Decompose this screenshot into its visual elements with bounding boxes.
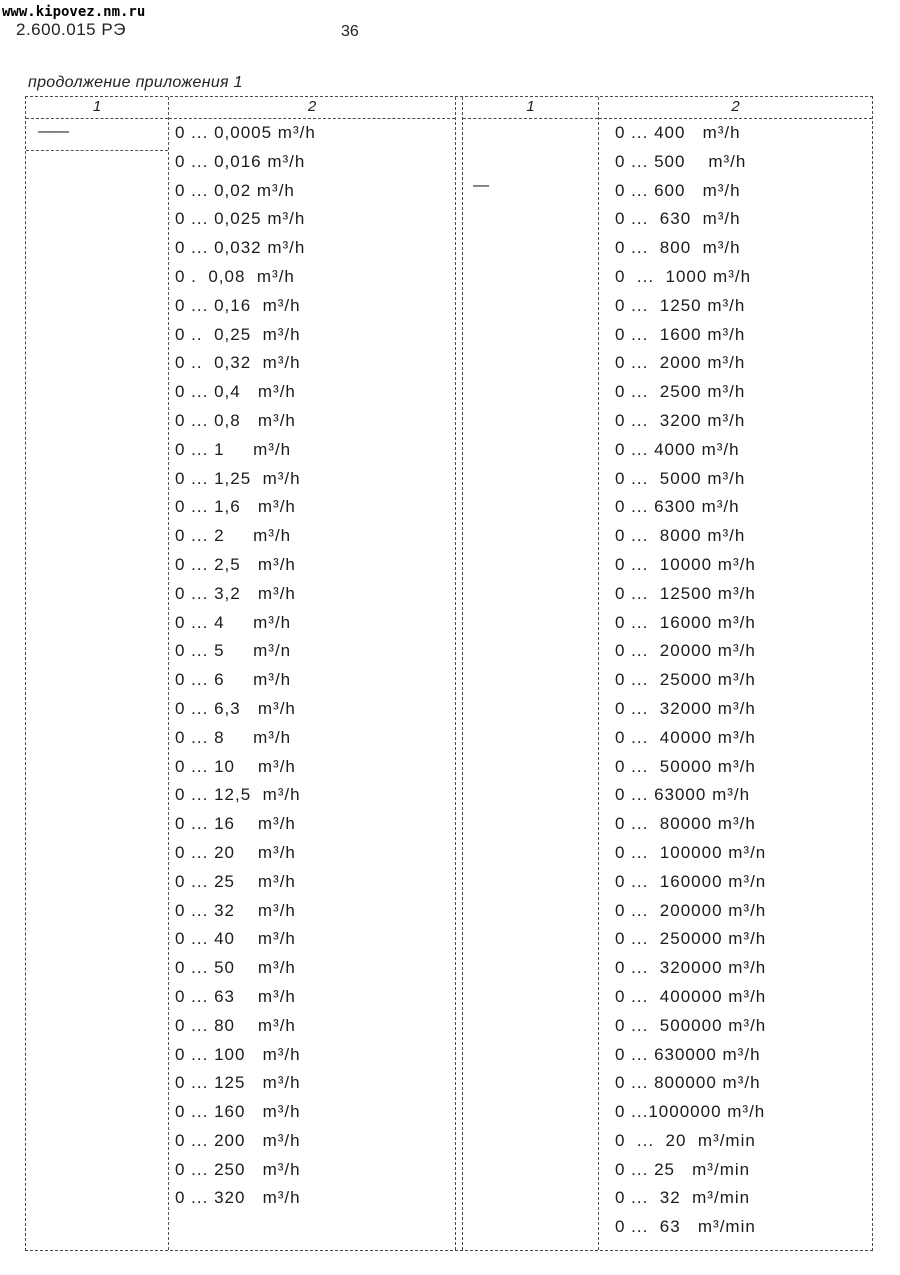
left-ranges-list [169, 119, 455, 1213]
page-number: 36 [341, 23, 359, 40]
range-row: 0 ... 320000 m³/h [615, 958, 767, 978]
range-row: 0 ... 3,2 m³/h [175, 583, 296, 603]
range-row: 0 ... 63 m³/min [615, 1217, 756, 1237]
range-row: 0 ... 100000 m³/n [615, 842, 767, 862]
left-column-1 [26, 97, 169, 1250]
range-row: 0 ... 3200 m³/h [615, 410, 746, 430]
row-separator-line [26, 150, 168, 151]
range-row: 0 ... 500 m³/h [615, 151, 747, 171]
table-right-half [462, 97, 872, 1250]
range-row: 0 ... 630000 m³/h [615, 1044, 761, 1064]
right-column-1-header: 1 [463, 97, 598, 119]
range-row: 0 ... 250000 m³/h [615, 929, 767, 949]
range-row: 0 ... 400000 m³/h [615, 986, 767, 1006]
range-row: 0 ... 5 m³/n [175, 641, 292, 661]
range-row: 0 ... 12,5 m³/h [175, 785, 301, 805]
range-row: 0 ... 1,25 m³/h [175, 468, 301, 488]
range-row: 0 ... 50000 m³/h [615, 756, 756, 776]
range-row: 0 ... 16 m³/h [175, 814, 296, 834]
range-row: 0 ... 800000 m³/h [615, 1073, 761, 1093]
document-code: 2.600.015 РЭ [16, 20, 126, 39]
range-row: 0 ... 2000 m³/h [615, 353, 746, 373]
right-column-1 [463, 97, 599, 1250]
continuation-dash: —— [38, 123, 68, 140]
range-row: 0 ... 200 m³/h [175, 1130, 301, 1150]
range-row: 0 ... 12500 m³/h [615, 583, 756, 603]
range-row: 0 ... 6 m³/h [175, 670, 292, 690]
ranges-table [25, 96, 873, 1251]
range-row: 0 ... 1,6 m³/h [175, 497, 296, 517]
range-row: 0 ... 20000 m³/h [615, 641, 756, 661]
range-row: 0 ... 0,016 m³/h [175, 151, 306, 171]
range-row: 0 ... 20 m³/min [615, 1130, 756, 1150]
range-row: 0 ... 4 m³/h [175, 612, 292, 632]
range-row: 0 ... 80000 m³/h [615, 814, 756, 834]
range-row: 0 ... 63 m³/h [175, 986, 296, 1006]
range-row: 0 ... 0,02 m³/h [175, 180, 295, 200]
range-row: 0 ... 1000 m³/h [615, 266, 752, 286]
range-row: 0 .. 0,32 m³/h [175, 353, 301, 373]
range-row: 0 ... 630 m³/h [615, 209, 741, 229]
range-row: 0 ... 0,0005 m³/h [175, 123, 316, 142]
right-column-2 [599, 97, 872, 1250]
range-row: 0 ...1000000 m³/h [615, 1102, 766, 1122]
range-row: 0 ... 500000 m³/h [615, 1015, 767, 1035]
range-row: 0 ... 25000 m³/h [615, 670, 756, 690]
range-row: 0 ... 400 m³/h [615, 123, 741, 142]
range-row: 0 ... 50 m³/h [175, 958, 296, 978]
range-row: 0 ... 2500 m³/h [615, 382, 746, 402]
range-row: 0 ... 32 m³/min [615, 1188, 751, 1208]
range-row: 0 ... 250 m³/h [175, 1159, 301, 1179]
range-row: 0 ... 6,3 m³/h [175, 698, 296, 718]
range-row: 0 ... 0,16 m³/h [175, 295, 301, 315]
range-row: 0 ... 25 m³/h [175, 871, 296, 891]
table-left-half [26, 97, 456, 1250]
range-row: 0 ... 40 m³/h [175, 929, 296, 949]
range-row: 0 ... 5000 m³/h [615, 468, 746, 488]
range-row: 0 ... 8000 m³/h [615, 526, 746, 546]
range-row: 0 ... 10 m³/h [175, 756, 296, 776]
range-row: 0 ... 40000 m³/h [615, 727, 756, 747]
range-row: 0 ... 10000 m³/h [615, 554, 756, 574]
range-row: 0 ... 2,5 m³/h [175, 554, 296, 574]
range-row: 0 ... 0,025 m³/h [175, 209, 306, 229]
range-row: 0 ... 320 m³/h [175, 1188, 301, 1208]
range-row: 0 ... 0,032 m³/h [175, 238, 306, 258]
left-column-2 [169, 97, 455, 1250]
range-row: 0 ... 32000 m³/h [615, 698, 756, 718]
left-column-1-header: 1 [26, 97, 168, 119]
range-row: 0 ... 20 m³/h [175, 842, 296, 862]
range-row: 0 ... 600 m³/h [615, 180, 741, 200]
continuation-dash: — [473, 177, 488, 194]
range-row: 0 ... 1 m³/h [175, 439, 292, 459]
range-row: 0 ... 1600 m³/h [615, 324, 746, 344]
range-row: 0 ... 1250 m³/h [615, 295, 746, 315]
range-row: 0 ... 6300 m³/h [615, 497, 740, 517]
range-row: 0 .. 0,25 m³/h [175, 324, 301, 344]
range-row: 0 ... 16000 m³/h [615, 612, 756, 632]
range-row: 0 ... 160000 m³/n [615, 871, 767, 891]
range-row: 0 ... 800 m³/h [615, 238, 741, 258]
range-row: 0 ... 80 m³/h [175, 1015, 296, 1035]
right-ranges-list [599, 119, 872, 1242]
site-url: www.kipovez.nm.ru [2, 4, 146, 20]
range-row: 0 ... 100 m³/h [175, 1044, 301, 1064]
range-row: 0 ... 160 m³/h [175, 1102, 301, 1122]
range-row: 0 . 0,08 m³/h [175, 266, 295, 286]
range-row: 0 ... 0,8 m³/h [175, 410, 296, 430]
range-row: 0 ... 125 m³/h [175, 1073, 301, 1093]
left-column-2-header: 2 [169, 97, 455, 119]
range-row: 0 ... 25 m³/min [615, 1159, 751, 1179]
table-caption: продолжение приложения 1 [28, 74, 243, 91]
range-row: 0 ... 4000 m³/h [615, 439, 740, 459]
range-row: 0 ... 0,4 m³/h [175, 382, 296, 402]
range-row: 0 ... 2 m³/h [175, 526, 292, 546]
range-row: 0 ... 63000 m³/h [615, 785, 751, 805]
range-row: 0 ... 32 m³/h [175, 900, 296, 920]
right-column-2-header: 2 [599, 97, 872, 119]
range-row: 0 ... 200000 m³/h [615, 900, 767, 920]
range-row: 0 ... 8 m³/h [175, 727, 292, 747]
